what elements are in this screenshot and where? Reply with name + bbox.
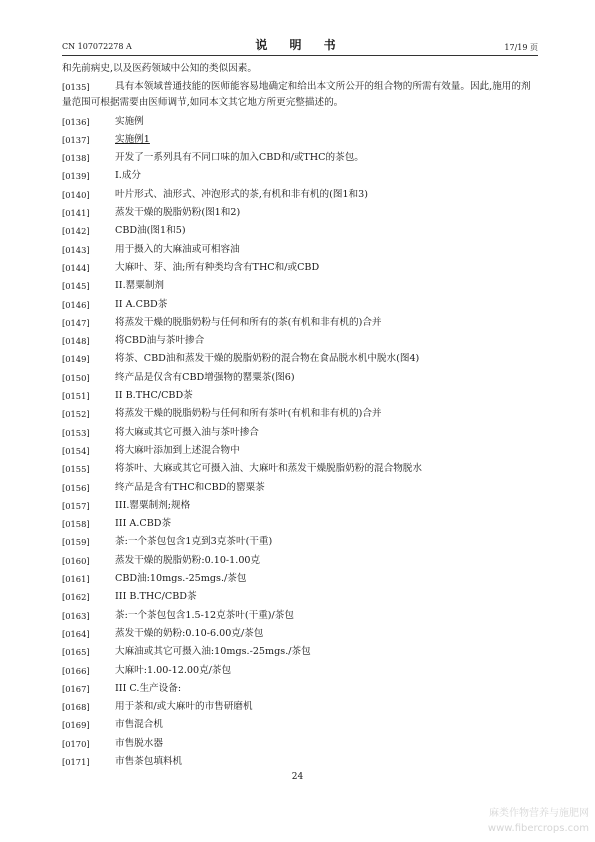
paragraph bbox=[62, 681, 538, 697]
paragraph bbox=[62, 699, 538, 715]
paragraph bbox=[62, 534, 538, 550]
paragraph-number: [0158] bbox=[62, 519, 90, 530]
paragraph bbox=[62, 589, 538, 605]
paragraph-text: 蒸发干燥的脱脂奶粉:0.10-1.00克 bbox=[115, 554, 261, 566]
paragraph-text: 将蒸发干燥的脱脂奶粉与任何和所有的茶(有机和非有机的)合并 bbox=[115, 316, 382, 328]
paragraph-number: [0160] bbox=[62, 555, 90, 566]
paragraph-text: 茶:一个茶包包含1.5-12克茶叶(干重)/茶包 bbox=[115, 609, 294, 621]
paragraph bbox=[62, 480, 538, 496]
paragraph-number: [0147] bbox=[62, 317, 90, 328]
paragraph bbox=[62, 132, 538, 148]
paragraph-number: [0164] bbox=[62, 628, 90, 639]
paragraph bbox=[62, 498, 538, 514]
paragraph-text: 将茶叶、大麻或其它可摄入油、大麻叶和蒸发干燥脱脂奶粉的混合物脱水 bbox=[115, 463, 422, 475]
paragraph-number: [0159] bbox=[62, 537, 90, 548]
paragraph-number: [0166] bbox=[62, 665, 90, 676]
page-header bbox=[62, 34, 538, 54]
paragraph bbox=[62, 242, 538, 258]
paragraph bbox=[62, 717, 538, 733]
paragraph-number: [0161] bbox=[62, 574, 90, 585]
paragraph-number: [0157] bbox=[62, 500, 90, 511]
page-number: 24 bbox=[291, 772, 304, 782]
paragraph bbox=[62, 461, 538, 477]
paragraph bbox=[62, 425, 538, 441]
document-title: 说 明 书 bbox=[255, 38, 345, 52]
paragraph-number: [0162] bbox=[62, 592, 90, 603]
paragraph bbox=[62, 297, 538, 313]
paragraph-number: [0156] bbox=[62, 482, 90, 493]
paragraph-number: [0167] bbox=[62, 683, 90, 694]
paragraph bbox=[62, 388, 538, 404]
paragraph-number: [0146] bbox=[62, 299, 90, 310]
paragraph-text: 开发了一系列具有不同口味的加入CBD和/或THC的茶包。 bbox=[115, 152, 364, 164]
paragraph bbox=[62, 205, 538, 221]
paragraph-text: 将大麻或其它可摄入油与茶叶掺合 bbox=[115, 426, 259, 438]
continuation-text: 和先前病史,以及医药领域中公知的类似因素。 bbox=[62, 63, 257, 74]
paragraph bbox=[62, 315, 538, 331]
paragraph-text: CBD油(图1和5) bbox=[115, 225, 186, 237]
paragraph-number: [0153] bbox=[62, 427, 90, 438]
paragraph-text: 茶:一个茶包包含1克到3克茶叶(干重) bbox=[115, 536, 273, 548]
paragraph bbox=[62, 736, 538, 752]
paragraph-text: III.罂粟制剂;规格 bbox=[115, 499, 191, 511]
paragraph-number: [0139] bbox=[62, 171, 90, 182]
paragraph-number: [0149] bbox=[62, 354, 90, 365]
paragraph-number: [0168] bbox=[62, 702, 90, 713]
paragraph-number: [0135] bbox=[62, 82, 90, 93]
paragraph-number: [0163] bbox=[62, 610, 90, 621]
watermark-title: 麻类作物营养与施肥网 bbox=[489, 808, 589, 819]
patent-number: CN 107072278 A bbox=[62, 42, 132, 51]
paragraph-number: [0151] bbox=[62, 391, 90, 402]
paragraph bbox=[62, 370, 538, 386]
paragraph-text: 将CBD油与茶叶掺合 bbox=[115, 335, 205, 347]
paragraph-text: 将蒸发干燥的脱脂奶粉与任何和所有茶叶(有机和非有机的)合并 bbox=[115, 408, 382, 420]
paragraph bbox=[62, 114, 538, 130]
paragraph bbox=[62, 608, 538, 624]
paragraph-text: 将大麻叶添加到上述混合物中 bbox=[115, 444, 240, 456]
paragraph-number: [0154] bbox=[62, 445, 90, 456]
paragraph-number: [0142] bbox=[62, 226, 90, 237]
paragraph bbox=[62, 406, 538, 422]
paragraph-text: I.成分 bbox=[115, 170, 142, 182]
paragraph bbox=[62, 626, 538, 642]
paragraph-text: 终产品是仅含有CBD增强物的罂粟茶(图6) bbox=[115, 371, 295, 383]
section-heading: 实施例 bbox=[115, 115, 144, 127]
paragraph-text: II A.CBD茶 bbox=[115, 298, 168, 310]
paragraph-text: CBD油:10mgs.-25mgs./茶包 bbox=[115, 573, 247, 585]
paragraph bbox=[62, 754, 538, 770]
paragraph-text: 市售茶包填料机 bbox=[115, 755, 183, 767]
paragraph bbox=[62, 516, 538, 532]
paragraph bbox=[62, 663, 538, 679]
paragraph-text: 大麻叶:1.00-12.00克/茶包 bbox=[115, 664, 232, 676]
paragraph bbox=[62, 571, 538, 587]
paragraph bbox=[62, 260, 538, 276]
paragraph-number: [0145] bbox=[62, 281, 90, 292]
header-divider bbox=[62, 55, 538, 56]
example-heading: 实施例1 bbox=[115, 133, 150, 145]
paragraph bbox=[62, 168, 538, 184]
paragraph-number: [0141] bbox=[62, 208, 90, 219]
paragraph-number: [0138] bbox=[62, 153, 90, 164]
paragraph-text: 市售脱水器 bbox=[115, 737, 163, 749]
paragraph-text: 大麻叶、芽、油;所有种类均含有THC和/或CBD bbox=[115, 261, 320, 273]
paragraph-number: [0143] bbox=[62, 244, 90, 255]
paragraph-text: 蒸发干燥的脱脂奶粉(图1和2) bbox=[115, 207, 241, 219]
paragraph bbox=[62, 79, 538, 111]
paragraph bbox=[62, 333, 538, 349]
page-info: 17/19 页 bbox=[504, 43, 538, 52]
paragraph-number: [0152] bbox=[62, 409, 90, 420]
paragraph-number: [0150] bbox=[62, 372, 90, 383]
watermark-url: www.fibercrops.com bbox=[487, 823, 589, 834]
paragraph bbox=[62, 644, 538, 660]
paragraph-text: 将茶、CBD油和蒸发干燥的脱脂奶粉的混合物在食品脱水机中脱水(图4) bbox=[115, 353, 420, 365]
paragraph-text: 用于茶和/或大麻叶的市售研磨机 bbox=[115, 701, 253, 713]
paragraph-number: [0170] bbox=[62, 738, 90, 749]
paragraph-number: [0165] bbox=[62, 647, 90, 658]
paragraph-number: [0171] bbox=[62, 756, 90, 767]
site-watermark bbox=[488, 806, 589, 836]
paragraph-text: 市售混合机 bbox=[115, 719, 163, 731]
paragraph-text: 叶片形式、油形式、冲泡形式的茶,有机和非有机的(图1和3) bbox=[115, 188, 368, 200]
paragraph-text: II.罂粟制剂 bbox=[115, 280, 165, 292]
paragraph-number: [0144] bbox=[62, 262, 90, 273]
paragraph-number: [0169] bbox=[62, 720, 90, 731]
paragraph bbox=[62, 150, 538, 166]
paragraph bbox=[62, 443, 538, 459]
document-body bbox=[62, 61, 538, 772]
paragraph bbox=[62, 187, 538, 203]
paragraph bbox=[62, 553, 538, 569]
paragraph-text: 大麻油或其它可摄入油:10mgs.-25mgs./茶包 bbox=[115, 646, 311, 658]
paragraph-text: III B.THC/CBD茶 bbox=[115, 591, 197, 603]
paragraph-number: [0155] bbox=[62, 464, 90, 475]
paragraph-text: 用于摄入的大麻油或可相容油 bbox=[115, 243, 240, 255]
paragraph-text: II B.THC/CBD茶 bbox=[115, 390, 193, 402]
paragraph bbox=[62, 278, 538, 294]
paragraph-number: [0136] bbox=[62, 116, 90, 127]
paragraph-number: [0148] bbox=[62, 336, 90, 347]
paragraph-text: III C.生产设备: bbox=[115, 682, 182, 694]
paragraph-number: [0137] bbox=[62, 134, 90, 145]
paragraph bbox=[62, 351, 538, 367]
paragraph-text: 具有本领域普通技能的医师能容易地确定和给出本文所公开的组合物的所需有效量。因此,施用的剂量范围可根据需要由医师调节,如同本文其它地方所更完整描述的。 bbox=[62, 81, 531, 109]
paragraph-text: III A.CBD茶 bbox=[115, 518, 172, 530]
paragraph-number: [0140] bbox=[62, 189, 90, 200]
paragraph bbox=[62, 223, 538, 239]
paragraph-text: 蒸发干燥的奶粉:0.10-6.00克/茶包 bbox=[115, 627, 264, 639]
paragraph-text: 终产品是含有THC和CBD的罂粟茶 bbox=[115, 481, 265, 493]
